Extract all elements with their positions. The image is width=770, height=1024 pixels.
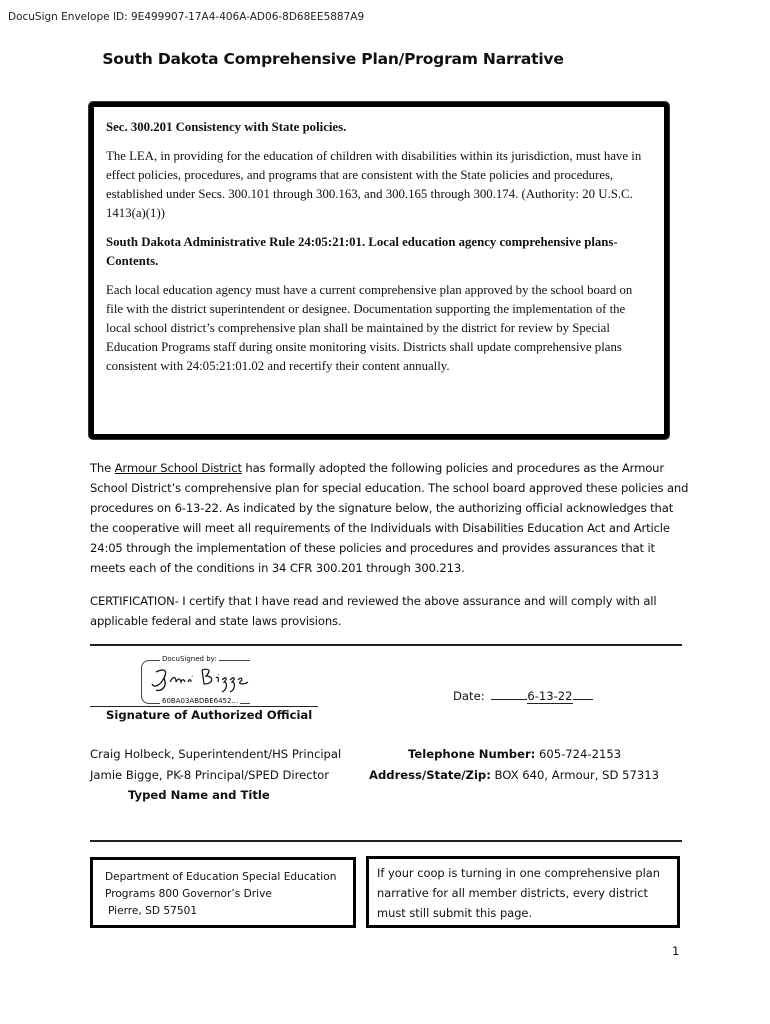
page-number: 1 bbox=[672, 944, 680, 958]
adoption-paragraph: The Armour School District has formally adopted the following policies and procedures as the Armour School District’s comprehensive plan for special education. The school board approved these policies and procedures on 6-13-22. As indicated by the signature below, the authorizing official acknowledges that the cooperative will meet all requirements of the Individuals with Disabilities Education Act and Article 24:05 through the implementation of these policies and procedures and provides assurances that it meets each of the conditions in 34 CFR 300.201 through 300.213. bbox=[90, 461, 689, 575]
date-field: Date: 6-13-22 bbox=[453, 689, 593, 703]
coop-note: If your coop is turning in one comprehensive plan narrative for all member districts, every district must still submit this page. bbox=[377, 866, 660, 920]
dept-line-1: Department of Education Special Education bbox=[105, 871, 337, 883]
envelope-id: DocuSign Envelope ID: 9E499907-17A4-406A-AD06-8D68EE5887A9 bbox=[8, 11, 365, 23]
department-address-box bbox=[90, 857, 356, 928]
rule-text: Each local education agency must have a current comprehensive plan approved by the school board on file with the district superintendent or designee. Documentation supporting the implementation of the local school district’s comprehensive plan shall be maintained by the district for review by Special Education Programs staff during onsite monitoring visits. Districts shall update comprehensive plans consistent with 24:05:21:01.02 and recertify their content annually. bbox=[106, 283, 633, 373]
rule-heading: South Dakota Administrative Rule 24:05:21:01. Local education agency comprehensive plans- Contents. bbox=[106, 235, 618, 268]
sec-text: The LEA, in providing for the education of children with disabilities within its jurisdiction, must have in effect policies, procedures, and programs that are consistent with the State policies and procedures, established under Secs. 300.101 through 300.163, and 300.165 through 300.174. (Authority: 20 U.S.C. 1413(a)(1)) bbox=[106, 149, 642, 220]
sec-heading: Sec. 300.201 Consistency with State policies. bbox=[106, 120, 347, 134]
date-value: 6-13-22 bbox=[527, 689, 573, 703]
legal-requirements-box bbox=[89, 102, 669, 439]
telephone-field: Telephone Number: 605-724-2153 bbox=[408, 747, 622, 761]
divider-bottom bbox=[90, 840, 682, 842]
docusigned-by-label: DocuSigned by: bbox=[162, 655, 217, 663]
docusign-id: 60BA03ABDBE6452... bbox=[162, 697, 239, 705]
divider-top bbox=[90, 644, 682, 646]
signature-image bbox=[150, 664, 250, 696]
contact-name-2: Jamie Bigge, PK-8 Principal/SPED Director bbox=[90, 768, 330, 782]
signature-line bbox=[90, 706, 318, 707]
coop-note-box bbox=[366, 856, 680, 928]
typed-name-label: Typed Name and Title bbox=[128, 788, 270, 802]
district-name: Armour School District bbox=[114, 461, 242, 475]
address-field: Address/State/Zip: BOX 640, Armour, SD 57313 bbox=[369, 768, 660, 782]
contact-name-1: Craig Holbeck, Superintendent/HS Principal bbox=[90, 747, 342, 761]
page-title: South Dakota Comprehensive Plan/Program Narrative bbox=[102, 50, 564, 68]
dept-line-2: Programs 800 Governor’s Drive bbox=[105, 888, 272, 900]
signature-label: Signature of Authorized Official bbox=[106, 708, 313, 722]
certification-paragraph: CERTIFICATION- I certify that I have read and reviewed the above assurance and will comply with all applicable federal and state laws provisions. bbox=[90, 594, 657, 628]
dept-line-3: Pierre, SD 57501 bbox=[108, 905, 198, 917]
